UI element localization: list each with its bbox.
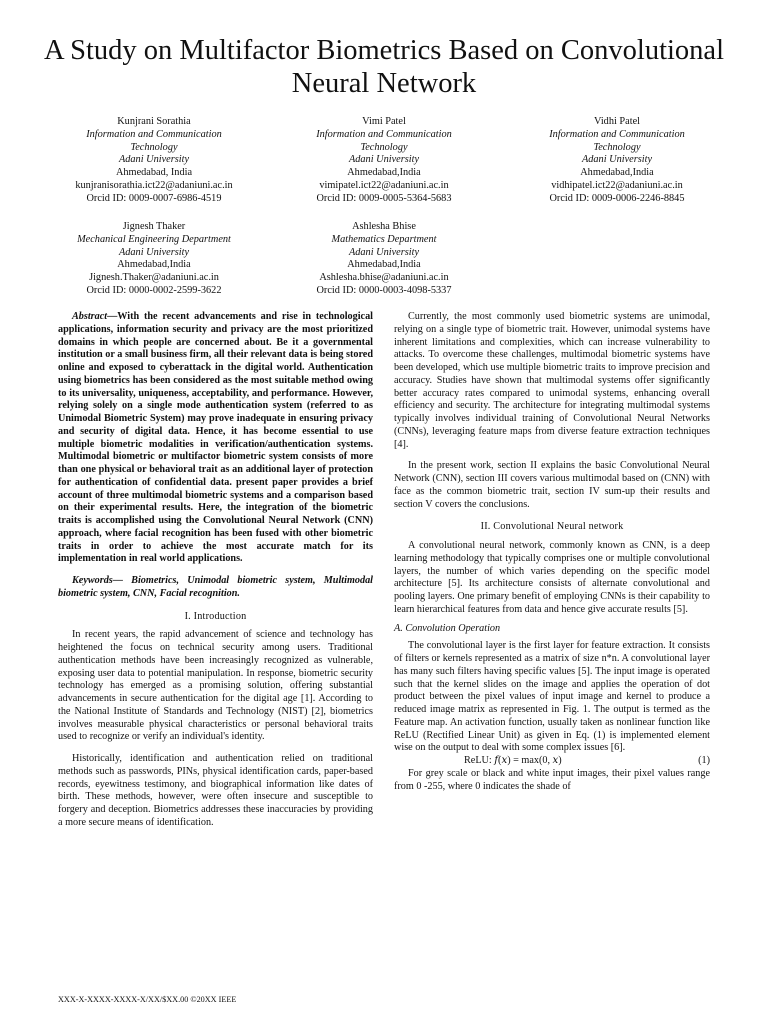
abstract-text: —With the recent advancements and rise in technological applications, information security and privacy are the most prioritized domains in which people are concerned about. Be it a governmental institution or a small business firm, all their relevant data is being stored online and exposed to cyberattack in the digital world. Authentication using biometrics has been considered as the most suitable method owing to its universality, uniqueness, acceptability, and performance. However, relying solely on a single mode authentication system (referred to as Unimodal Biometric System) may prove inadequate in ensuring privacy and security of digital data. Hence, it has become essential to use multiple biometric modalities in verification/authentication systems. Multimodal biometric or multifactor biometric system consists of more than one physical or behavioral trait as an additional layer of protection for authentication of confidential data. present paper provides a brief account of three multimodal biometric systems and a comparison based on their experimental results. Here, the integration of the biometric traits is accomplished using the Convolutional Neural Network (CNN) approach, where facial recognition has been fused with other biometric traits in order to achieve the most accurate match for its implementation in real world applications.	[58, 311, 373, 565]
author-name: Ashlesha Bhise	[352, 221, 416, 232]
author-department: Information and Communication	[549, 128, 685, 140]
author-university: Adani University	[581, 154, 653, 166]
author-email: vimipatel.ict22@adaniuni.ac.in	[319, 179, 449, 191]
equation-label: ReLU:	[464, 755, 495, 766]
author-name: Vidhi Patel	[594, 116, 640, 127]
author-department: Mathematics Department	[331, 233, 437, 245]
subsection-heading: A. Convolution Operation	[394, 622, 501, 634]
author-block	[34, 221, 274, 298]
author-department: Information and Communication	[86, 128, 222, 140]
author-email: Ashlesha.bhise@adaniuni.ac.in	[319, 272, 449, 284]
author-orcid: Orcid ID: 0009-0005-5364-5683	[316, 192, 452, 204]
author-email: vidhipatel.ict22@adaniuni.ac.in	[551, 179, 683, 191]
intro-paragraph: Historically, identification and authentication relied on traditional methods such as passwords, PINs, physical identification cards, paper-based records, eyewitness testimony, and biographical information like dates of birth. These methods, however, were often insecure and susceptible to forgery and deception. Biometrics addresses these inaccuracies by providing a more secure means of identification.	[58, 753, 373, 828]
right-column	[394, 311, 710, 793]
copyright-footer: XXX-X-XXXX-XXXX-X/XX/$XX.00 ©20XX IEEE	[58, 995, 237, 1004]
grey-scale-paragraph: For grey scale or black and white input images, their pixel values range from 0 -255, where 0 indicates the shade of	[394, 767, 710, 792]
equation-expression: 𝑓(𝑥) = max(0, 𝑥)	[494, 755, 562, 766]
author-department-cont: Technology	[360, 141, 408, 153]
author-city: Ahmedabad,India	[580, 167, 654, 179]
author-orcid: Orcid ID: 0009-0007-6986-4519	[86, 192, 222, 204]
author-university: Adani University	[118, 154, 190, 166]
author-city: Ahmedabad,India	[347, 259, 421, 271]
author-university: Adani University	[348, 154, 420, 166]
author-block	[264, 221, 504, 298]
section-heading-introduction: I. Introduction	[184, 610, 247, 622]
keywords-text: Biometrics, Unimodal biometric system, Multimodal biometric system, CNN, Facial recognition.	[58, 575, 373, 599]
author-orcid: Orcid ID: 0009-0006-2246-8845	[549, 192, 685, 204]
abstract	[58, 311, 373, 566]
author-block	[497, 116, 737, 206]
author-orcid: Orcid ID: 0000-0002-2599-3622	[86, 284, 222, 296]
cnn-paragraph: A convolutional neural network, commonly known as CNN, is a deep learning methodology that typically comprises one or multiple convolutional layers, the number of which varies depending on the specific model architecture [5]. Its architecture consists of alternate convolutional and pooling layers. One primary benefit of employing CNNs is their capability to learn hierarchical features from data and hence give accurate results [5].	[394, 540, 710, 615]
author-university: Adani University	[348, 246, 420, 258]
intro-paragraph: In recent years, the rapid advancement of science and technology has heightened the focus on technical security among users. Traditional authentication methods have been increasingly recognized as vulnerable, exposing user data to potential manipulation. In response, biometric security technology has emerged as a promising solution, offering substantial advancements in secure authentication for the digital age [1]. According to the National Institute of Standards and Technology (NIST) [2], biometrics involves measurable physical characteristics or personal behavioral traits used to recognize or verify an individual's identity.	[58, 629, 373, 743]
equation-relu	[394, 755, 710, 768]
author-department-cont: Technology	[130, 141, 178, 153]
author-city: Ahmedabad,India	[347, 167, 421, 179]
author-city: Ahmedabad,India	[117, 259, 191, 271]
paper-title: A Study on Multifactor Biometrics Based on Convolutional Neural Network	[44, 35, 724, 99]
author-name: Jignesh Thaker	[122, 221, 186, 232]
author-department: Information and Communication	[316, 128, 452, 140]
left-column	[58, 311, 373, 830]
author-name: Kunjrani Sorathia	[117, 116, 191, 127]
author-name: Vimi Patel	[362, 116, 406, 127]
equation-body	[464, 755, 562, 768]
keywords	[58, 575, 373, 601]
author-block	[34, 116, 274, 206]
author-email: kunjranisorathia.ict22@adaniuni.ac.in	[75, 179, 233, 191]
intro-paragraph: Currently, the most commonly used biometric systems are unimodal, relying on a single type of biometric trait. However, unimodal systems have inherent limitations and complexities, which can increase vulnerability to attacks. To overcome these challenges, multimodal biometric systems have been developed, which use multiple biometric traits to improve precision and accuracy. Studies have shown that multimodal systems offer significantly better accuracy rates compared to unimodal systems, enhancing overall efficiency and security. The architecture for integrating multimodal systems typically involves individual training of Convolutional Neural Networks (CNNs), leveraging feature maps from diverse feature extraction techniques [4].	[394, 311, 710, 450]
author-university: Adani University	[118, 246, 190, 258]
author-block	[264, 116, 504, 206]
convolution-paragraph: The convolutional layer is the first layer for feature extraction. It consists of filters or kernels represented as a matrix of size n*n. A convolutional layer has many such filters having specific values [5]. The input image is operated such that the kernel slides on the image and applies the operation of dot product between the pixel values of input image and kernel to produce a reduced image matrix as represented in Fig. 1. The output is termed as the Feature map. An activation function, usually taken as nonlinear function like ReLU (Rectified Linear Unit) as given in Eq. (1) is implemented element wise on the output to deal with some complex issues [6].	[394, 640, 710, 754]
keywords-label: Keywords—	[72, 575, 123, 586]
section-heading-cnn: II. Convolutional Neural network	[480, 521, 624, 533]
author-department-cont: Technology	[593, 141, 641, 153]
author-email: Jignesh.Thaker@adaniuni.ac.in	[89, 272, 219, 284]
author-orcid: Orcid ID: 0000-0003-4098-5337	[316, 284, 452, 296]
equation-number: (1)	[698, 755, 710, 766]
author-department: Mechanical Engineering Department	[77, 233, 231, 245]
intro-paragraph: In the present work, section II explains the basic Convolutional Neural Network (CNN), section III covers various multimodal based on (CNN) with face as the common biometric trait, section IV sum-up their results and section V covers the conclusions.	[394, 460, 710, 510]
author-city: Ahmedabad, India	[115, 167, 193, 179]
abstract-label: Abstract	[72, 311, 108, 322]
